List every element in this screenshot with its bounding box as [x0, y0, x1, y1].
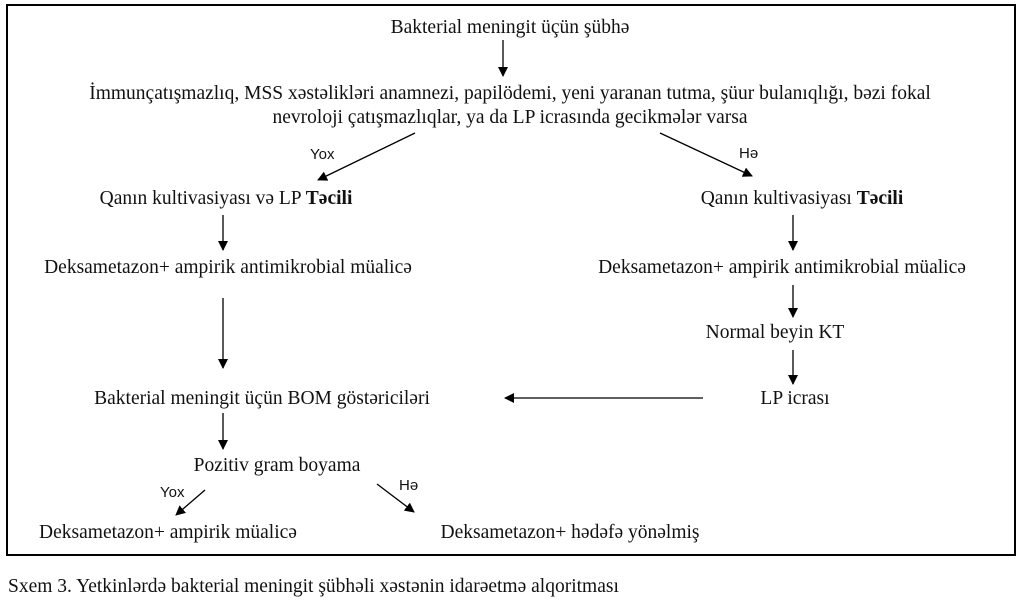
node-lp: LP icrası [760, 388, 830, 409]
node-targeted: Deksametazon+ hədəfə yönəlmiş [440, 522, 700, 543]
node-ct: Normal beyin KT [705, 322, 845, 343]
node-csf: Bakterial meningit üçün BOM göstəriciləri [94, 388, 430, 409]
figure-caption: Sxem 3. Yetkinlərdə bakterial meningit şübhəli xəstənin idarəetmə alqoritması [8, 576, 619, 597]
node-left-culture: Qanın kultivasiyası və LP Təcili [99, 188, 353, 209]
label-yes-2: Hə [399, 477, 419, 494]
label-yes-1: Hə [739, 145, 759, 162]
node-criteria-line1: İmmunçatışmazlıq, MSS xəstəlikləri anamnezi, papilödemi, yeni yaranan tutma, şüur bulanıqlığı, bəzi fokal [89, 83, 931, 104]
label-no-1: Yox [310, 146, 335, 163]
node-right-culture: Qanın kultivasiyası Təcili [700, 188, 904, 209]
label-no-2: Yox [160, 484, 185, 501]
node-gram: Pozitiv gram boyama [193, 455, 361, 476]
node-right-treatment: Deksametazon+ ampirik antimikrobial müalicə [598, 257, 966, 278]
node-criteria-line2: nevroloji çatışmazlıqlar, ya da LP icrasında gecikmələr varsa [272, 107, 748, 128]
node-start: Bakterial meningit üçün şübhə [390, 17, 630, 38]
node-left-treatment: Deksametazon+ ampirik antimikrobial müalicə [44, 257, 412, 278]
node-empiric: Deksametazon+ ampirik müalicə [39, 522, 297, 543]
